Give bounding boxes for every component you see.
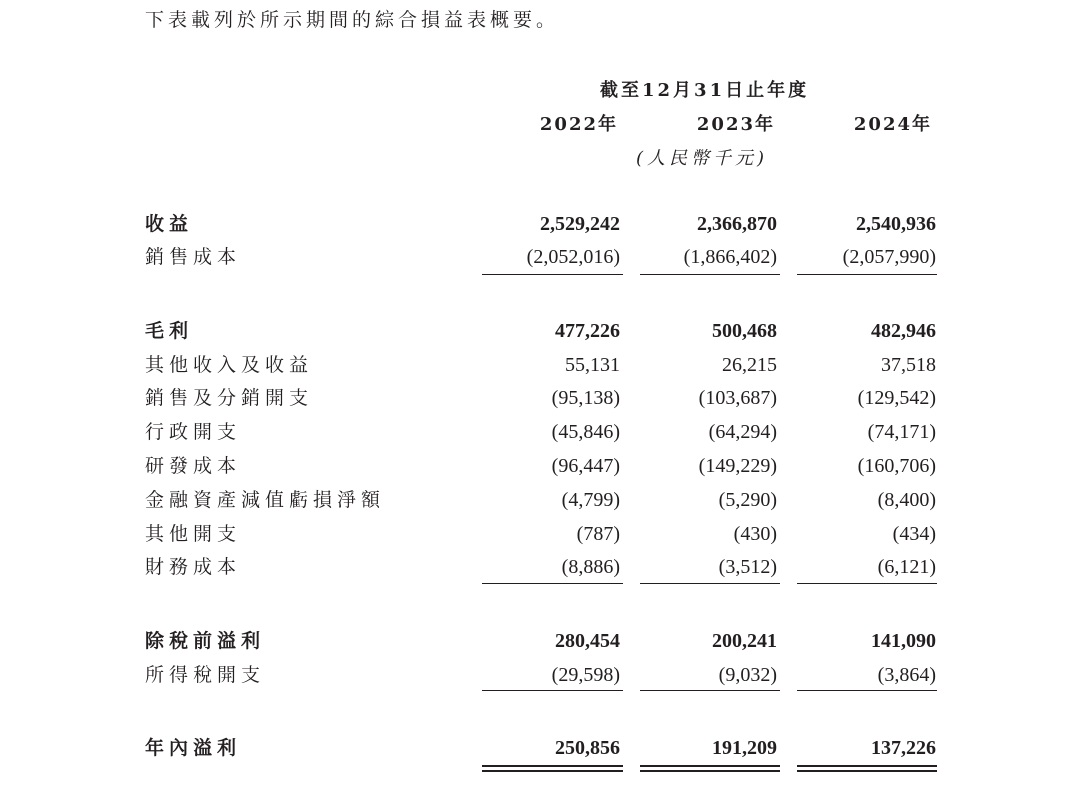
value-2022: (96,447) xyxy=(551,455,620,477)
table-row-finance-costs xyxy=(0,552,1080,582)
value-2024: (129,542) xyxy=(857,387,936,409)
table-row-rd-costs xyxy=(0,451,1080,481)
value-2024: (434) xyxy=(892,523,936,545)
row-label: 行政開支 xyxy=(145,421,242,443)
total-double-rule xyxy=(797,765,937,772)
row-label: 銷售及分銷開支 xyxy=(145,387,314,409)
value-2023: (64,294) xyxy=(708,421,777,443)
row-label: 研發成本 xyxy=(145,455,242,477)
table-row-cost-of-sales xyxy=(0,242,1080,272)
row-label: 除稅前溢利 xyxy=(145,630,266,652)
value-2024: (160,706) xyxy=(857,455,936,477)
period-header: 截至12月31日止年度 xyxy=(600,80,810,101)
value-2023: (9,032) xyxy=(718,664,777,686)
value-2023: 500,468 xyxy=(712,320,777,342)
table-row-gross-profit xyxy=(0,316,1080,346)
table-row-other-income xyxy=(0,350,1080,380)
row-label: 毛利 xyxy=(145,320,194,342)
value-2023: 191,209 xyxy=(712,737,777,759)
value-2022: (45,846) xyxy=(551,421,620,443)
row-label: 年內溢利 xyxy=(145,737,242,759)
year-2023-header: 2023年 xyxy=(696,114,775,135)
row-label: 財務成本 xyxy=(145,556,242,578)
table-row-selling-expenses xyxy=(0,383,1080,413)
value-2024: (8,400) xyxy=(877,489,936,511)
value-2023: (430) xyxy=(733,523,777,545)
subtotal-rule xyxy=(640,583,780,584)
table-row-profit-before-tax xyxy=(0,626,1080,656)
subtotal-rule xyxy=(797,583,937,584)
row-label: 銷售成本 xyxy=(145,246,242,268)
value-2024: (6,121) xyxy=(877,556,936,578)
value-2024: 2,540,936 xyxy=(856,213,936,235)
value-2022: (29,598) xyxy=(551,664,620,686)
value-2024: (74,171) xyxy=(867,421,936,443)
row-label: 收益 xyxy=(145,213,194,235)
value-2023: (3,512) xyxy=(718,556,777,578)
value-2024: (3,864) xyxy=(877,664,936,686)
subtotal-rule xyxy=(640,690,780,691)
table-row-admin-expenses xyxy=(0,417,1080,447)
value-2024: 37,518 xyxy=(881,354,936,376)
subtotal-rule xyxy=(482,690,623,691)
value-2022: 2,529,242 xyxy=(540,213,620,235)
value-2022: (2,052,016) xyxy=(526,246,620,268)
value-2022: 280,454 xyxy=(555,630,620,652)
value-2024: 482,946 xyxy=(871,320,936,342)
value-2023: (149,229) xyxy=(698,455,777,477)
value-2023: (1,866,402) xyxy=(683,246,777,268)
intro-text: 下表載列於所示期間的綜合損益表概要。 xyxy=(145,9,560,31)
subtotal-rule xyxy=(640,274,780,275)
value-2022: 250,856 xyxy=(555,737,620,759)
table-row-profit-for-year xyxy=(0,733,1080,763)
subtotal-rule xyxy=(482,274,623,275)
value-2022: 55,131 xyxy=(565,354,620,376)
row-label: 金融資產減值虧損淨額 xyxy=(145,489,386,511)
table-row-revenue xyxy=(0,209,1080,239)
value-2022: (95,138) xyxy=(551,387,620,409)
table-row-impairment-losses xyxy=(0,485,1080,515)
value-2024: 141,090 xyxy=(871,630,936,652)
table-row-income-tax xyxy=(0,660,1080,690)
value-2022: (4,799) xyxy=(561,489,620,511)
value-2024: (2,057,990) xyxy=(842,246,936,268)
subtotal-rule xyxy=(797,690,937,691)
value-2023: (103,687) xyxy=(698,387,777,409)
value-2022: (787) xyxy=(576,523,620,545)
value-2023: (5,290) xyxy=(718,489,777,511)
row-label: 其他收入及收益 xyxy=(145,354,314,376)
total-double-rule xyxy=(640,765,780,772)
row-label: 所得稅開支 xyxy=(145,664,266,686)
value-2023: 2,366,870 xyxy=(697,213,777,235)
row-label: 其他開支 xyxy=(145,523,242,545)
unit-label: (人民幣千元) xyxy=(636,148,769,169)
value-2022: (8,886) xyxy=(561,556,620,578)
value-2024: 137,226 xyxy=(871,737,936,759)
subtotal-rule xyxy=(482,583,623,584)
year-2022-header: 2022年 xyxy=(539,114,618,135)
value-2022: 477,226 xyxy=(555,320,620,342)
value-2023: 26,215 xyxy=(722,354,777,376)
value-2023: 200,241 xyxy=(712,630,777,652)
table-row-other-expenses xyxy=(0,519,1080,549)
year-2024-header: 2024年 xyxy=(853,114,932,135)
subtotal-rule xyxy=(797,274,937,275)
total-double-rule xyxy=(482,765,623,772)
